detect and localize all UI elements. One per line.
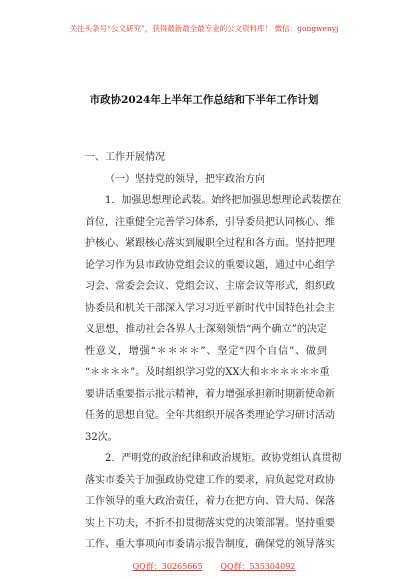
document-title: 市政协2024年上半年工作总结和下半年工作计划 bbox=[89, 94, 319, 106]
paragraph-line: 义思想，推动社会各界人士深刻领悟“两个确立”的决定 bbox=[85, 324, 327, 335]
document-body bbox=[85, 147, 342, 556]
paragraph-line: 2．严明党的政治纪律和政治规矩。政协党组认真贯彻 bbox=[105, 453, 342, 464]
section-heading: 一、工作开展情况 bbox=[85, 152, 165, 163]
paragraph-line: 32次。 bbox=[85, 431, 118, 443]
paragraph-line: 要讲话重要指示批示精神，着力增强承担新时期新使命新 bbox=[85, 388, 335, 400]
paragraph-line: 协委员和机关干部深入学习习近平新时代中国特色社会主 bbox=[85, 302, 335, 314]
paragraph-line: 1．加强思想理论武装。始终把加强思想理论武装摆在 bbox=[105, 195, 342, 206]
paragraph-line: “＊＊＊＊”。及时组织学习党的XX大和＊＊＊＊＊＊重 bbox=[85, 367, 330, 378]
paragraph-line: 习会、常委会会议、党组会议、主席会议等形式，组织政 bbox=[85, 281, 335, 292]
qq-group-1: QQ群：30265665 bbox=[132, 562, 203, 571]
qq-group-2: QQ群：535304092 bbox=[220, 562, 296, 571]
paragraph-line: 工作领导的重大政治责任，着力在把方向、管大局、保落 bbox=[85, 496, 335, 507]
paragraph-line: 工作、重大事项向市委请示报告制度，确保党的领导落实 bbox=[85, 539, 335, 550]
subsection-heading: （一）坚持党的领导，把牢政治方向 bbox=[105, 173, 265, 185]
paragraph-line: 性意义，增强“＊＊＊＊”、坚定“四个自信”、做到 bbox=[85, 345, 327, 357]
paragraph-line: 论学习作为县市政协党组会议的重要议题，通过中心组学 bbox=[85, 259, 335, 271]
paragraph-line: 实上下功夫，不折不扣贯彻落实党的决策部署。坚持重要 bbox=[85, 517, 335, 529]
header-notice: 关注头条号“公文研究”，获得最新最全最专业的公文资料库！ 微信：gongwenyj bbox=[69, 24, 339, 33]
paragraph-line: 落实市委关于加强政协党建工作的要求，肩负起党对政协 bbox=[85, 474, 335, 486]
footer-contacts bbox=[0, 561, 408, 573]
paragraph-line: 首位，注重健全完善学习体系，引导委员把认同核心、维 bbox=[85, 216, 335, 228]
paragraph-line: 护核心、紧跟核心落实到履职全过程和各方面。坚持把理 bbox=[85, 238, 335, 249]
paragraph-line: 任务的思想自觉。全年共组织开展各类理论学习研讨活动 bbox=[85, 410, 335, 421]
